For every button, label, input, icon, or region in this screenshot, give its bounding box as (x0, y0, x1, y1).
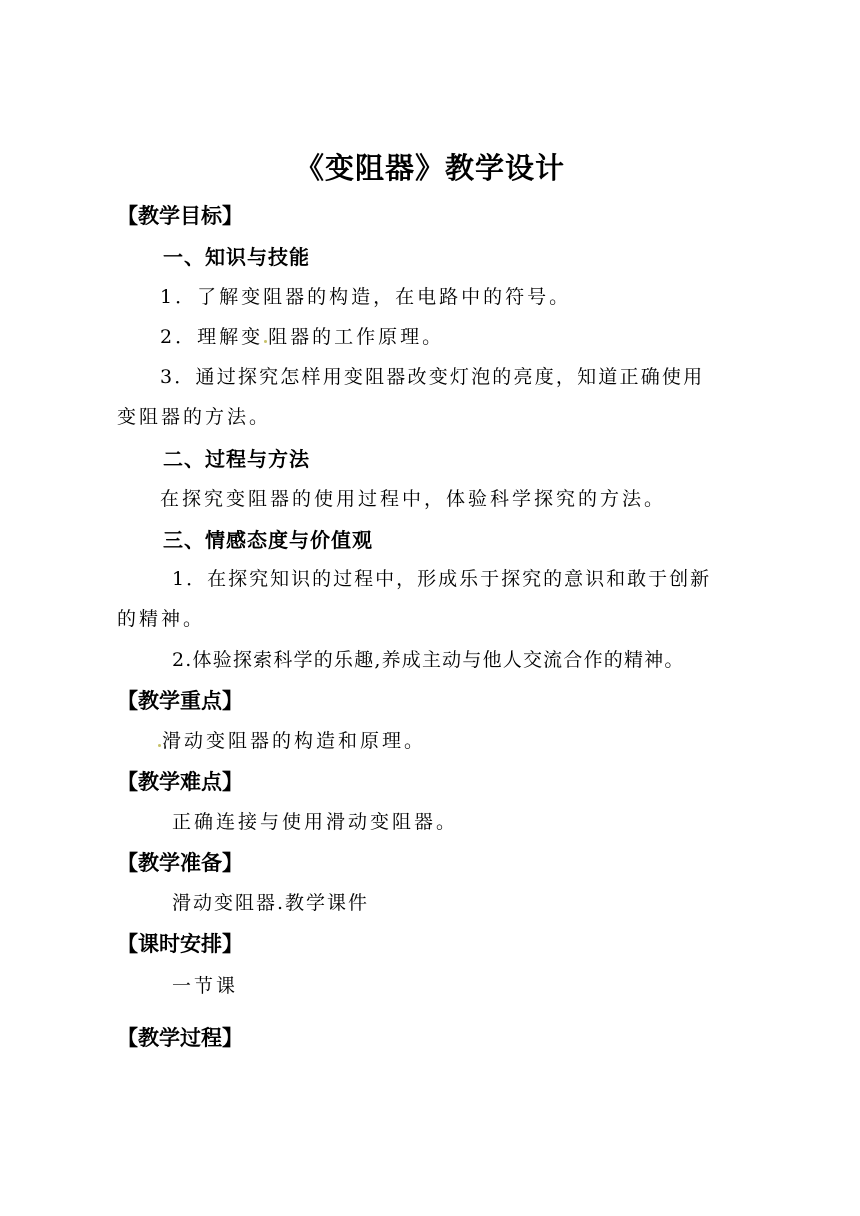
subheading-process-method: 二、过程与方法 (163, 447, 310, 471)
knowledge-item-2 (160, 328, 444, 347)
section-heading-teaching-process: 【教学过程】 (117, 1026, 243, 1050)
section-heading-key-points: 【教学重点】 (117, 689, 243, 713)
knowledge-item-2-part-a: 2．理解变 (160, 326, 264, 348)
knowledge-item-2-part-b: 阻器的工作原理。 (268, 326, 445, 348)
ink-dot-mark (158, 744, 161, 747)
process-method-text: 在探究变阻器的使用过程中，体验科学探究的方法。 (160, 488, 667, 510)
preparation-text: 滑动变阻器.教学课件 (172, 892, 370, 914)
schedule-text: 一节课 (172, 975, 239, 997)
section-heading-difficulties: 【教学难点】 (117, 770, 243, 794)
subheading-emotion-values: 三、情感态度与价值观 (163, 528, 373, 552)
section-heading-preparation: 【教学准备】 (117, 851, 243, 875)
knowledge-item-3-line-2: 变阻器的方法。 (117, 406, 272, 428)
subheading-knowledge-skills: 一、知识与技能 (163, 245, 310, 269)
section-heading-schedule: 【课时安排】 (117, 932, 243, 956)
attitude-item-2: 2.体验探索科学的乐趣,养成主动与他人交流合作的精神。 (172, 649, 685, 671)
difficulties-text: 正确连接与使用滑动变阻器。 (172, 811, 459, 833)
document-title: 《变阻器》教学设计 (294, 151, 565, 185)
knowledge-item-1: 1．了解变阻器的构造，在电路中的符号。 (160, 286, 572, 308)
key-points-text (158, 732, 426, 751)
knowledge-item-3-line-1: 3．通过探究怎样用变阻器改变灯泡的亮度，知道正确使用 (160, 366, 705, 388)
attitude-item-1-line-2: 的精神。 (117, 608, 206, 630)
ink-dot-mark (264, 340, 267, 343)
section-heading-objectives: 【教学目标】 (117, 204, 243, 228)
key-points-text-content: 滑动变阻器的构造和原理。 (162, 730, 427, 752)
attitude-item-1-line-1: 1．在探究知识的过程中，形成乐于探究的意识和敢于创新 (172, 568, 712, 590)
